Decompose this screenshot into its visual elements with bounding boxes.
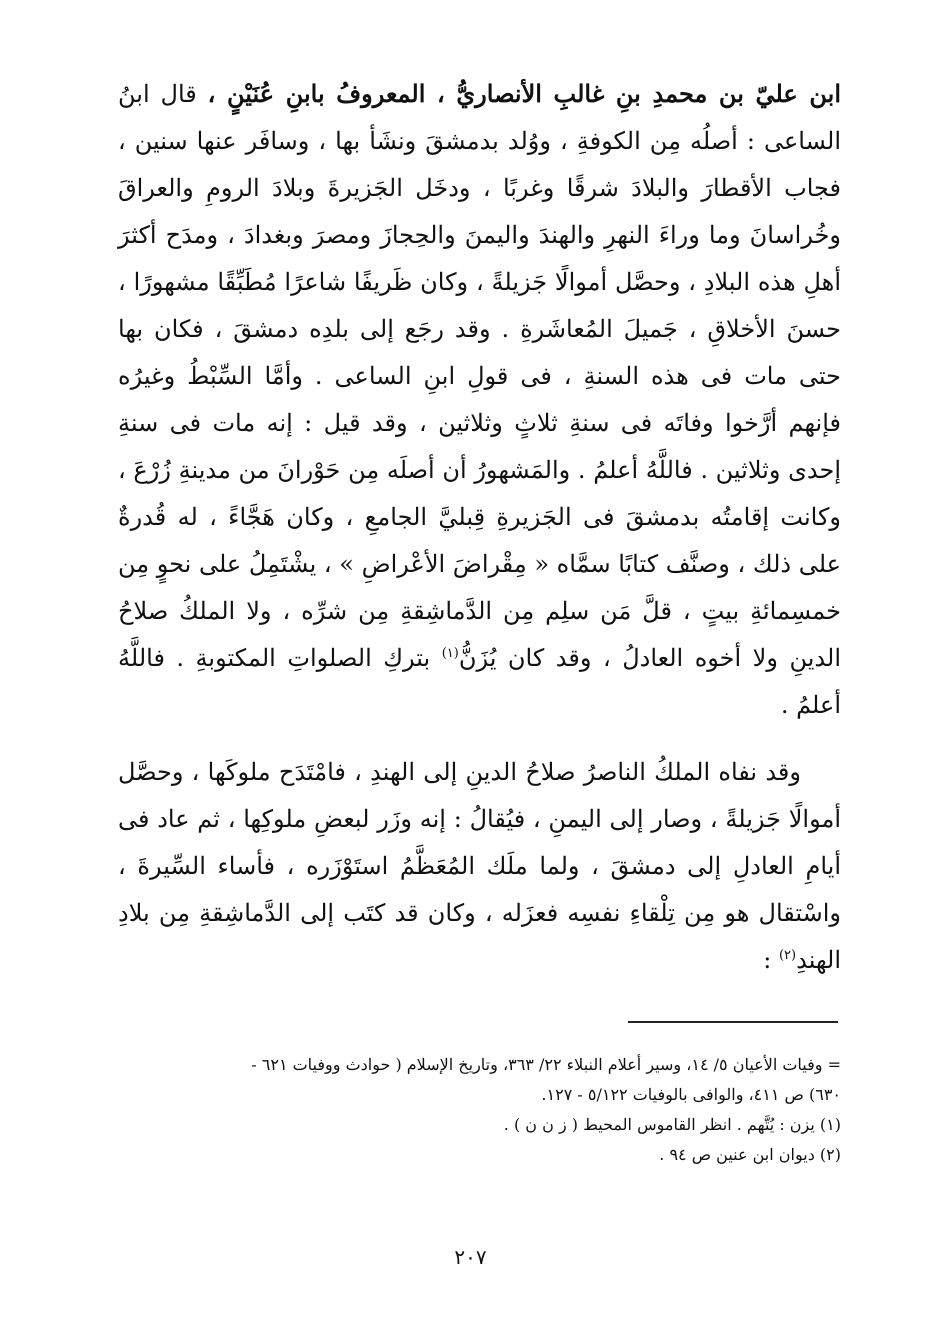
paragraph-2-text: وقد نفاه الملكُ الناصرُ صلاحُ الدينِ إلى الهندِ ، فامْتَدَح ملوكَها ، وحصَّل أموالًا جَزيلةً ، وصار إلى اليمنِ ، فيُقالُ : إنه وزَر لبعضِ ملوكِها ، ثم عاد فى أيامِ العادلِ إلى دمشقَ ، ولما ملَك المُعَظَّمُ استَوْزَره ، فأساء السِّيرةَ ، واسْتقال هو مِن تِلْقاءِ نفسِه فعزَله ، وكان قد كتَب إلى الدَّماشِقةِ مِن بلادِ الهندِ: [118, 758, 841, 974]
paragraph-1-text: قال ابنُ الساعى : أصلُه مِن الكوفةِ ، ووُلد بدمشقَ ونشَأ بها ، وسافَر عنها سنين ، فجاب الأقطارَ والبلادَ شرقًا وغربًا ، ودخَل الجَزيرةَ وبلادَ الرومِ والعراقَ وخُراسانَ وما وراءَ النهرِ والهندَ واليمنَ والحِجازَ ومصرَ وبغدادَ ، ومدَح أكثرَ أهلِ هذه البلادِ ، وحصَّل أموالًا جَزيلةً ، وكان ظَريفًا شاعرًا مُطَبِّقًا مشهورًا ، حسنَ الأخلاقِ ، جَميلَ المُعاشَرةِ . وقد رجَع إلى بلدِه دمشقَ ، فكان بها حتى مات فى هذه السنةِ ، فى قولِ ابنِ الساعى . وأمَّا السِّبْطُ وغيرُه فإنهم أرَّخوا وفاتَه فى سنةِ ثلاثٍ وثلاثين ، وقد قيل : إنه مات فى سنةِ إحدى وثلاثين . فاللَّهُ أعلمُ . والمَشهورُ أن أصلَه مِن حَوْرانَ من مدينةِ زُرْعَ ، وكانت إقامتُه بدمشقَ فى الجَزيرةِ قِبليَّ الجامعِ ، وكان هَجَّاءً ، له قُدرةٌ على ذلك ، وصنَّف كتابًا سمَّاه « مِقْراضَ الأعْراضِ » ، يشْتَمِلُ على نحوٍ مِن خمسِمائةِ بيتٍ ، قلَّ مَن سلِم مِن الدَّماشِقةِ مِن شرِّه ، ولا الملكُ صلاحُ الدينِ ولا أخوه العادلُ ، وقد كان يُزَنُّ: [118, 80, 842, 672]
footnote-continued-line-2: ٦٣٠) ص ٤١١، والوافى بالوفيات ٥/١٢٢ - ١٢٧.: [541, 1085, 841, 1104]
main-text: [118, 70, 841, 984]
footnote-1: (١) يزن : يُتَّهم . انظر القاموس المحيط ( ز ن ن ) .: [503, 1115, 841, 1134]
footnote-marker-2[interactable]: (٢): [778, 948, 797, 963]
footnote-marker-1[interactable]: (١): [441, 646, 459, 661]
paragraph-1-text-end: بتركِ الصلواتِ المكتوبةِ . فاللَّهُ أعلمُ .: [118, 644, 841, 719]
footnotes: [118, 1050, 841, 1170]
paragraph-1: [118, 70, 841, 729]
biography-heading: ابن عليّ بن محمدِ بنِ غالبِ الأنصاريُّ ، المعروفُ بابنِ عُنَيْنٍ ،: [207, 79, 841, 108]
paragraph-2: [118, 749, 841, 984]
paragraph-2-text-end: :: [763, 946, 772, 974]
footnote-2: (٢) ديوان ابن عنين ص ٩٤ .: [659, 1145, 841, 1164]
page-number: ٢٠٧: [454, 1245, 487, 1269]
footnote-continued-line-1: = وفيات الأعيان ٥/ ١٤، وسير أعلام النبلاء ٢٢/ ٣٦٣، وتاريخ الإسلام ( حوادث ووفيات ٦٢١ -: [251, 1055, 841, 1074]
footnote-divider: [628, 1021, 838, 1023]
